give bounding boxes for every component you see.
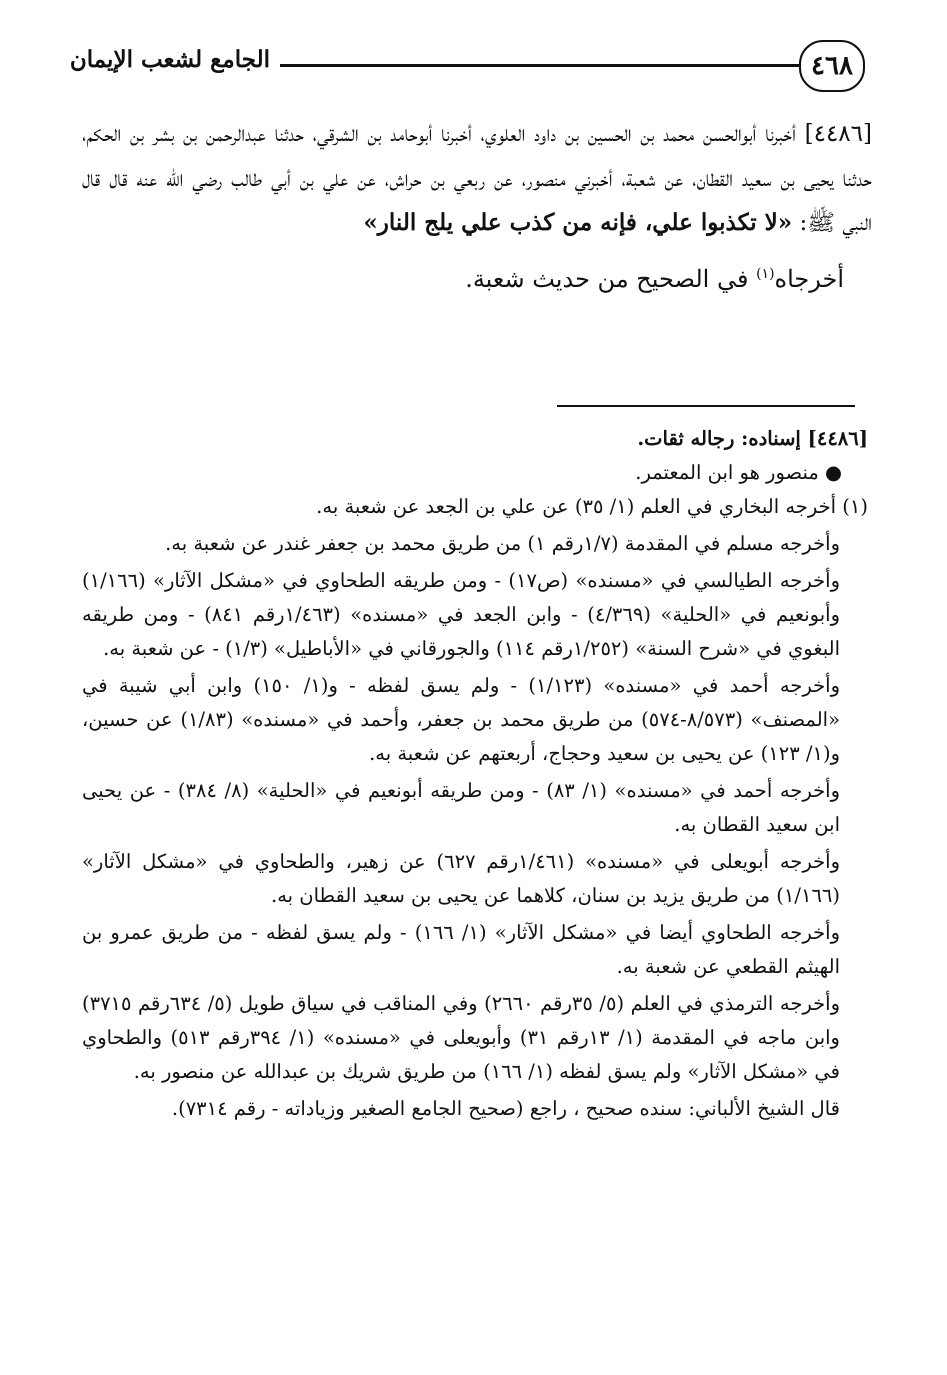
footnote-item: وأخرجه الطيالسي في «مسنده» (ص١٧) - ومن طريقه الطحاوي في «مشكل الآثار» (١/١٦٦) وأبونعيم في «الحلية» (٤/٣٦٩) - وابن الجعد في «مسنده» (١/٤٦٣رقم ٨٤١) - ومن طريقه البغوي في «شرح السنة» (١/٢٥٢رقم ١١٤) والجورقاني في «الأباطيل» (١/٣) - عن شعبة به. bbox=[82, 569, 840, 660]
footnote-item: وأخرجه أحمد في «مسنده» (١/ ٨٣) - ومن طريقه أبونعيم في «الحلية» (٨/ ٣٨٤) - عن يحيى ابن سعيد القطان به. bbox=[82, 779, 840, 836]
albani-grading: قال الشيخ الألباني: سنده صحيح ، راجع (صحيح الجامع الصغير وزياداته - رقم ٧٣١٤). bbox=[171, 1097, 840, 1120]
hadith-quote: «لا تكذبوا علي، فإنه من كذب علي يلج النار» bbox=[363, 209, 793, 236]
isnad-grade: [٤٤٨٦] إسناده: رجاله ثقات. bbox=[637, 427, 868, 450]
footnote-marker: (١) bbox=[756, 265, 775, 282]
hadith-paragraph bbox=[82, 112, 872, 246]
page-header bbox=[69, 40, 875, 96]
footnote-item: وأخرجه الطحاوي أيضا في «مشكل الآثار» (١/ ١٦٦) - ولم يسق لفظه - من طريق عمرو بن الهيثم القطعي عن شعبة به. bbox=[82, 921, 840, 978]
hadith-chain: [٤٤٨٦] أخبرنا أبوالحسن محمد بن الحسين بن داود العلوي، أخبرنا أبوحامد بن الشرقي، حدثنا عبدالرحمن بن بشر بن الحكم، حدثنا يحيى بن سعيد القطان، عن شعبة، أخبرني منصور، عن ربعي بن حراش، عن علي بن أبي طالب رضي الله عنه قال قال النبي ﷺ: bbox=[82, 121, 872, 236]
page-number: ٤٦٨ bbox=[799, 40, 865, 92]
header-rule bbox=[280, 64, 801, 67]
footnote-item: وأخرجه أبويعلى في «مسنده» (١/٤٦١رقم ٦٢٧) عن زهير، والطحاوي في «مشكل الآثار» (١/١٦٦) من طريق يزيد بن سنان، كلاهما عن يحيى بن سعيد القطان به. bbox=[82, 850, 840, 907]
takhrij-rest: في الصحيح من حديث شعبة. bbox=[465, 264, 757, 293]
footnote-item: وأخرجه أحمد في «مسنده» (١/١٢٣) - ولم يسق لفظه - و(١/ ١٥٠) وابن أبي شيبة في «المصنف» (٨/٥٧٣-٥٧٤) من طريق محمد بن جعفر، وأحمد في «مسنده» (١/٨٣) عن حسين، و(١/ ١٢٣) عن يحيى بن سعيد وحجاج، أربعتهم عن شعبة به. bbox=[82, 674, 840, 765]
footnote-item: وأخرجه الترمذي في العلم (٥/ ٣٥رقم ٢٦٦٠) وفي المناقب في سياق طويل (٥/ ٦٣٤رقم ٣٧١٥) وابن ماجه في المقدمة (١/ ١٣رقم ٣١) وأبويعلى في «مسنده» (١/ ٣٩٤رقم ٥١٣) والطحاوي في «مشكل الآثار» ولم يسق لفظه (١/ ١٦٦) من طريق شريك بن عبدالله عن منصور به. bbox=[82, 992, 841, 1083]
footnote-item: (١) أخرجه البخاري في العلم (١/ ٣٥) عن علي بن الجعد عن شعبة به. bbox=[316, 495, 868, 518]
narrator-note: ● منصور هو ابن المعتمر. bbox=[635, 461, 842, 484]
footnote-item: وأخرجه مسلم في المقدمة (١/٧رقم ١) من طريق محمد بن جعفر غندر عن شعبة به. bbox=[165, 532, 840, 555]
footnote-separator bbox=[557, 405, 855, 407]
takhrij-verb: أخرجاه bbox=[774, 264, 844, 293]
book-title: الجامع لشعب الإيمان bbox=[69, 46, 270, 73]
main-text bbox=[82, 112, 872, 301]
footnotes bbox=[82, 422, 868, 1126]
takhrij-line bbox=[82, 252, 872, 302]
